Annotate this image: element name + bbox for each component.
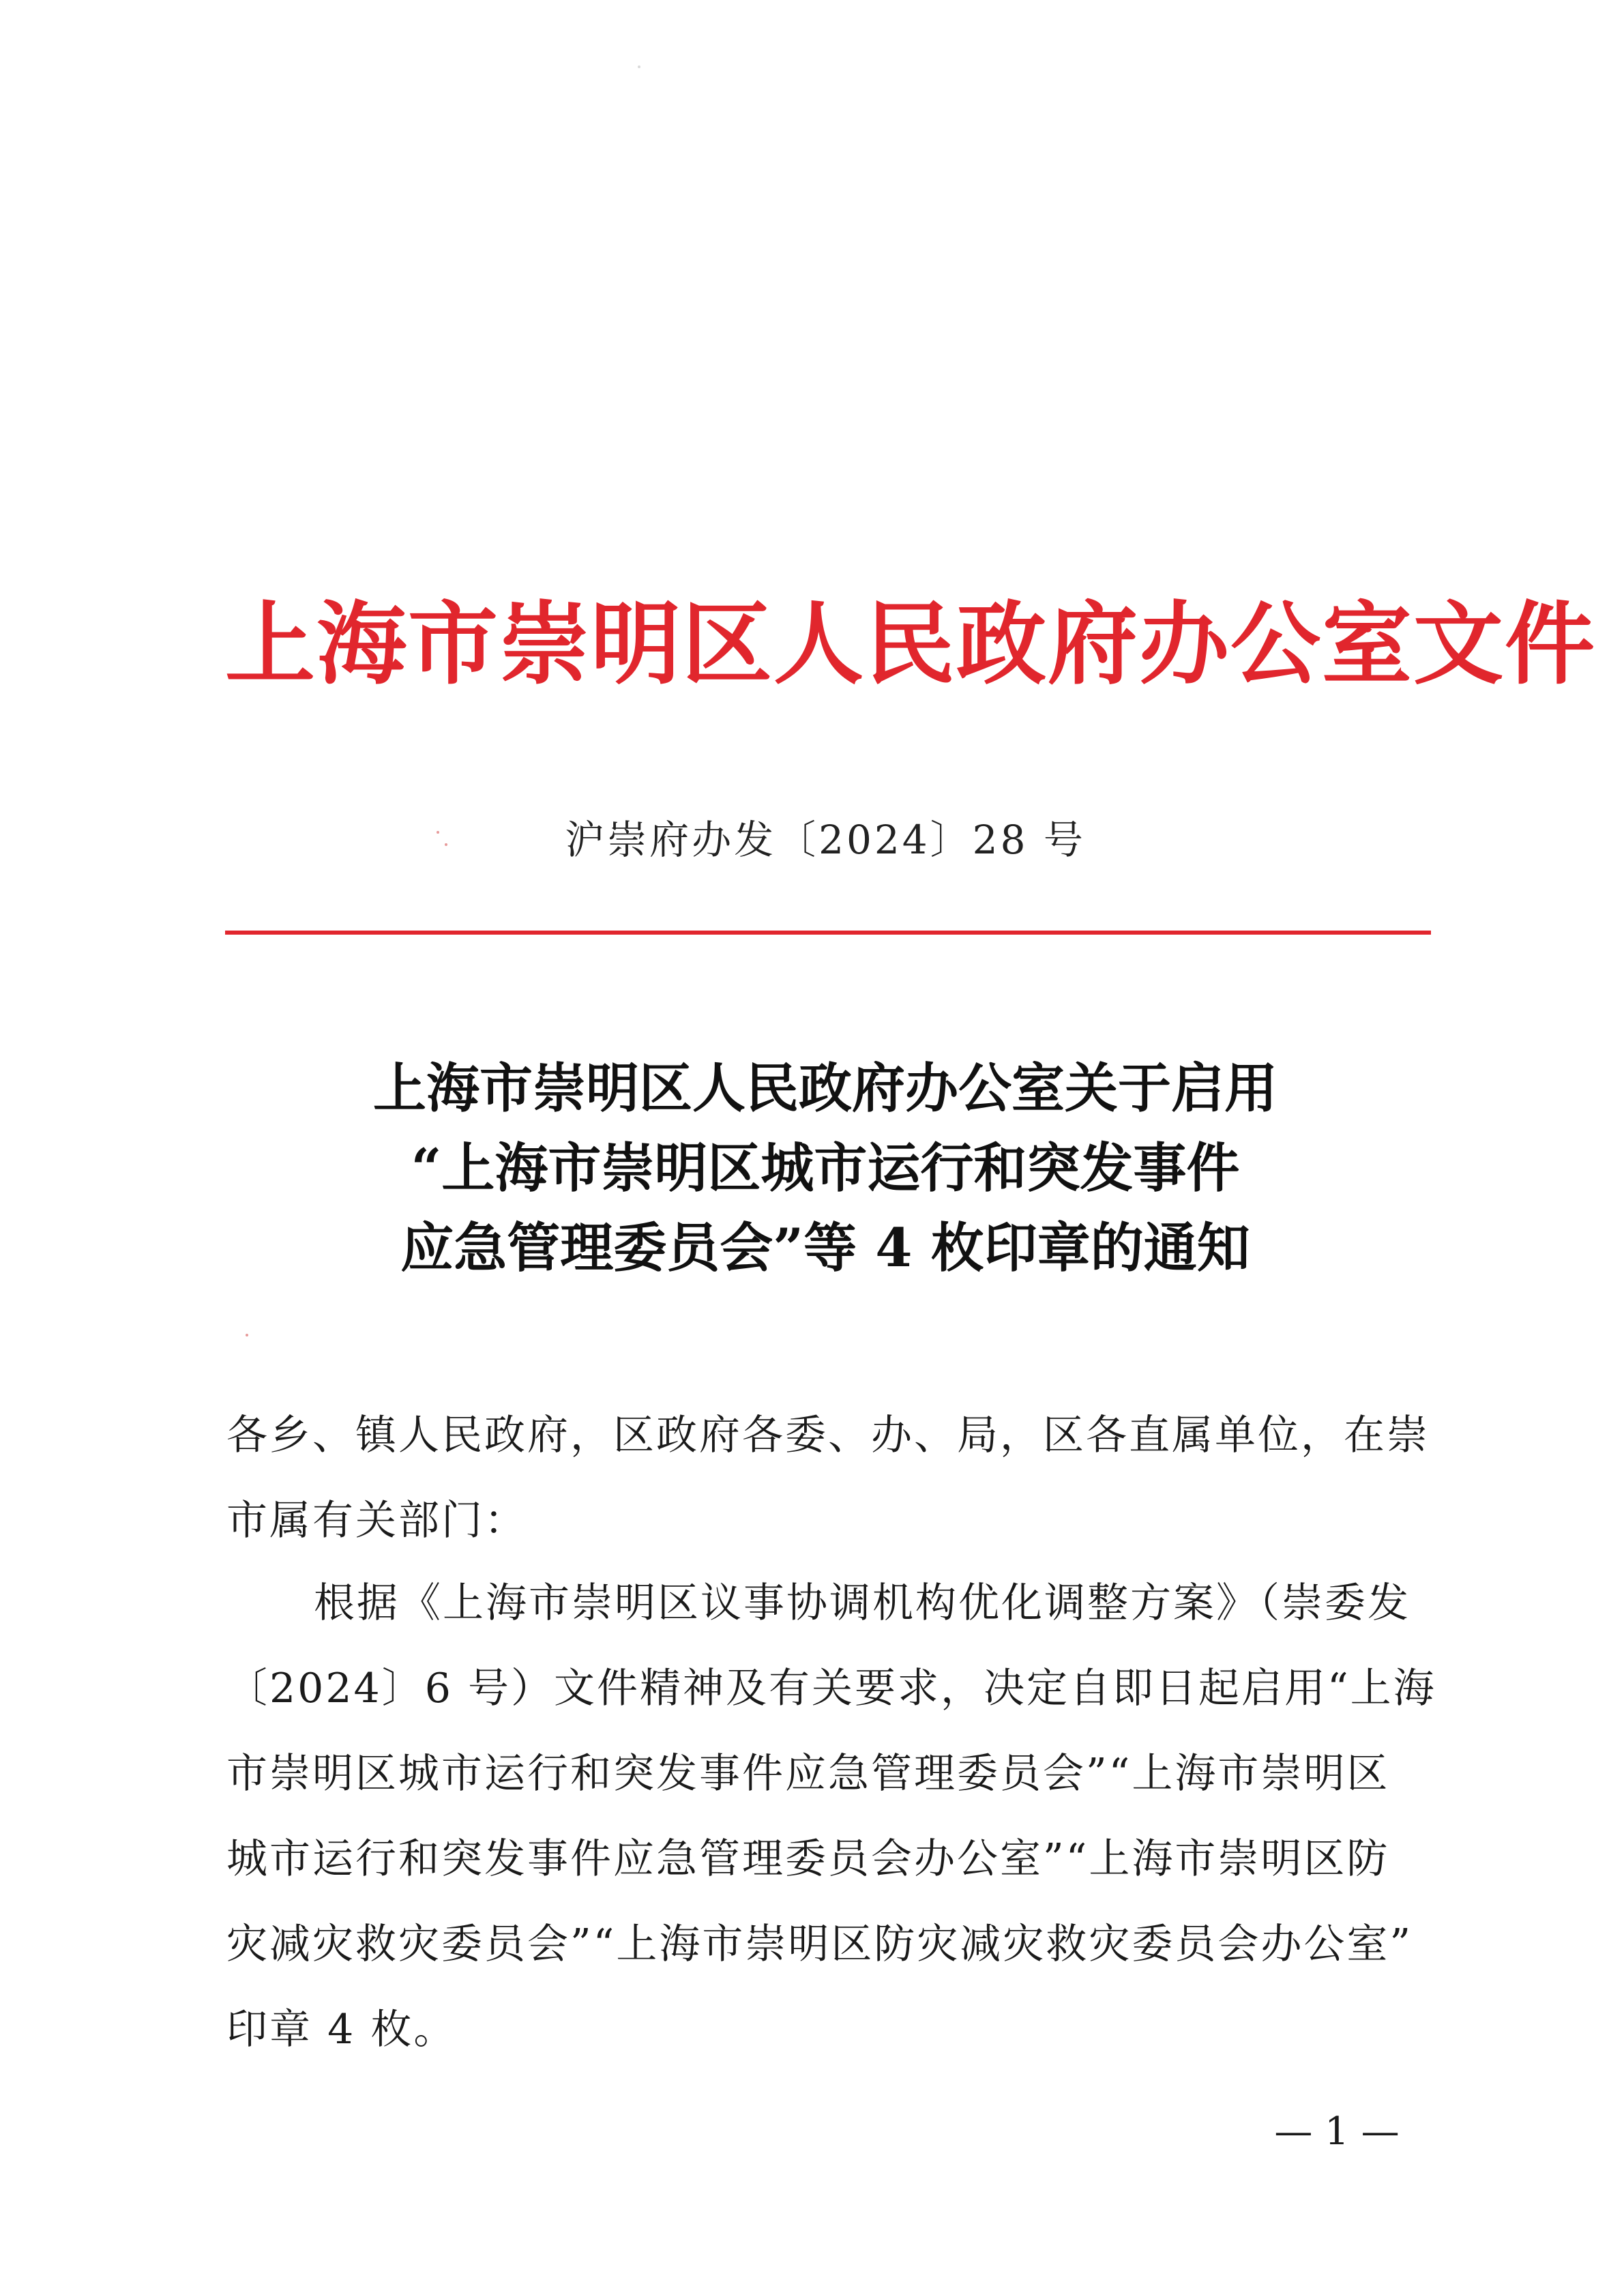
scan-speck [445,843,447,846]
body-line: 〔2024〕6 号）文件精神及有关要求，决定自即日起启用“上海 [226,1665,1436,1712]
scan-speck [246,1334,248,1336]
addressee-line: 各乡、镇人民政府，区政府各委、办、局，区各直属单位，在崇 [226,1412,1430,1459]
document-number: 沪崇府办发〔2024〕28 号 [565,817,1086,863]
issuing-authority-header: 上海市崇明区人民政府办公室文件 [225,591,1596,697]
notice-title-line: 上海市崇明区人民政府办公室关于启用 [372,1057,1278,1120]
scan-speck [437,831,439,834]
page-number: — 1 — [1274,2109,1400,2154]
addressee-line: 市属有关部门： [226,1497,527,1545]
body-paragraph [226,1561,1434,2073]
body-line: 印章 4 枚。 [226,2006,457,2053]
scan-speck [638,65,640,68]
notice-title-line: 应急管理委员会”等 4 枚印章的通知 [400,1217,1250,1279]
body-line: 根据《上海市崇明区议事协调机构优化调整方案》（崇委发 [314,1579,1411,1627]
addressee-block [226,1393,1434,1564]
notice-title [225,1049,1426,1288]
notice-title-line: “上海市崇明区城市运行和突发事件 [411,1137,1240,1199]
body-line: 灾减灾救灾委员会”“上海市崇明区防灾减灾救灾委员会办公室” [226,1920,1413,1968]
body-line: 城市运行和突发事件应急管理委员会办公室”“上海市崇明区防 [226,1835,1390,1883]
red-divider-line [225,931,1431,935]
body-line: 市崇明区城市运行和突发事件应急管理委员会”“上海市崇明区 [226,1750,1390,1798]
